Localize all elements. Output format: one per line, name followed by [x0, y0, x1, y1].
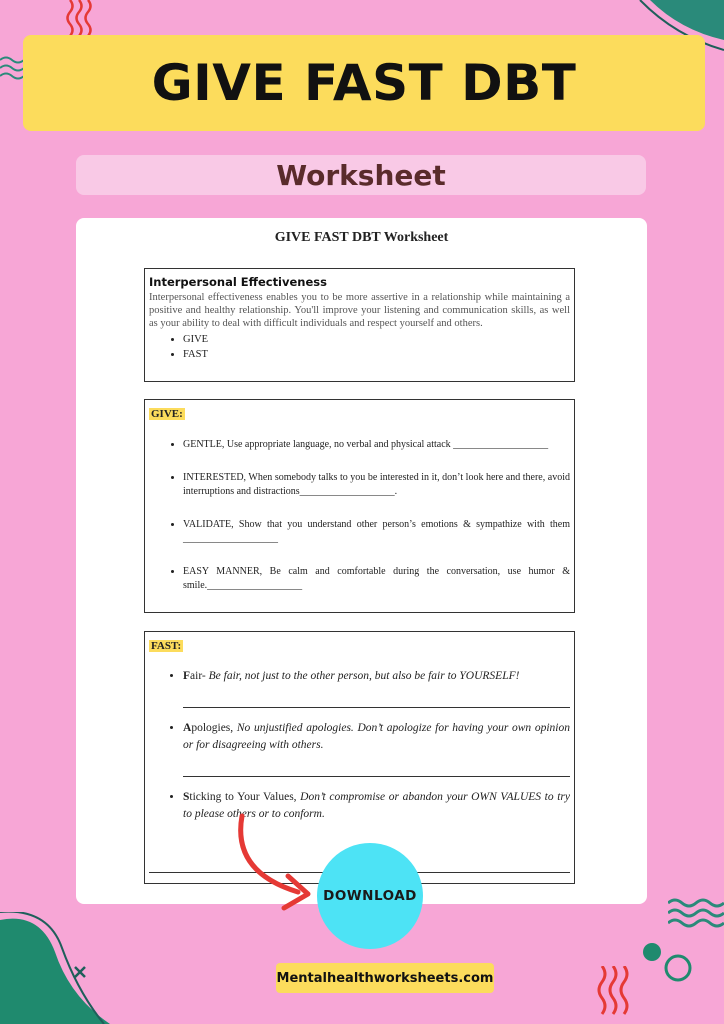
page-subtitle: Worksheet [276, 158, 446, 192]
subtitle-bar [76, 155, 646, 195]
right-wave-lines [668, 893, 724, 933]
fast-description: Don’t compromise or abandon your OWN VALUES to try to please others or to conform. [183, 791, 570, 820]
website-link[interactable]: Mentalhealthworksheets.com [276, 963, 494, 993]
fast-initial: S [183, 791, 190, 803]
fast-term: pologies, [191, 722, 234, 734]
give-section [144, 399, 575, 613]
title-banner [23, 35, 705, 131]
fast-label: FAST: [151, 640, 182, 652]
fast-term: ticking to Your Values, [189, 791, 297, 803]
fast-list [149, 668, 570, 823]
interpersonal-heading: Interpersonal Effectiveness [149, 275, 327, 289]
red-arrow-icon [232, 812, 322, 922]
fast-item-fair [183, 668, 570, 708]
interpersonal-text: Interpersonal effectiveness enables you to be more assertive in a relationship while maintaining a positive and healthy relationship. You'll improve your listening and communication skills, as well as your ability to deal with difficult individuals and respect yourself and others. [149, 292, 570, 329]
worksheet-preview [76, 218, 647, 904]
download-button[interactable]: DOWNLOAD [317, 843, 423, 949]
fast-initial: F [183, 670, 191, 682]
worksheet-title: GIVE FAST DBT Worksheet [274, 230, 449, 245]
interpersonal-bullets [149, 332, 570, 362]
circles-icon [640, 940, 696, 984]
list-item: • FAST [183, 347, 570, 362]
interpersonal-section [144, 268, 575, 382]
give-list [149, 438, 570, 594]
list-item: • GIVE [183, 332, 570, 347]
give-item-interested: • INTERESTED, When somebody talks to you be interested in it, don’t look here and there, avoid interruptions and distractions___________________. [183, 471, 570, 500]
answer-line [183, 754, 570, 777]
fast-term: air- [190, 670, 206, 682]
bottom-left-blob [0, 912, 110, 1024]
fast-description: Be fair, not just to the other person, but also be fair to YOURSELF! [205, 670, 520, 682]
give-label: GIVE: [151, 408, 183, 420]
fast-item-apologies [183, 720, 570, 777]
fast-initial: A [183, 722, 192, 734]
give-item-validate: • VALIDATE, Show that you understand other person’s emotions & sympathize with them ___________________ [183, 518, 570, 547]
answer-line [183, 685, 570, 708]
cross-icon [73, 965, 87, 979]
bottom-right-squiggle [596, 966, 632, 1016]
give-item-easy-manner: • EASY MANNER, Be calm and comfortable during the conversation, use humor & smile.___________________ [183, 565, 570, 594]
fast-description: No unjustified apologies. Don’t apologize for having your own opinion or for disagreeing with others. [183, 722, 570, 751]
give-item-gentle: • GENTLE, Use appropriate language, no verbal and physical attack ___________________ [183, 438, 570, 453]
top-left-squiggle [66, 0, 96, 36]
page-title: GIVE FAST DBT [151, 54, 577, 112]
